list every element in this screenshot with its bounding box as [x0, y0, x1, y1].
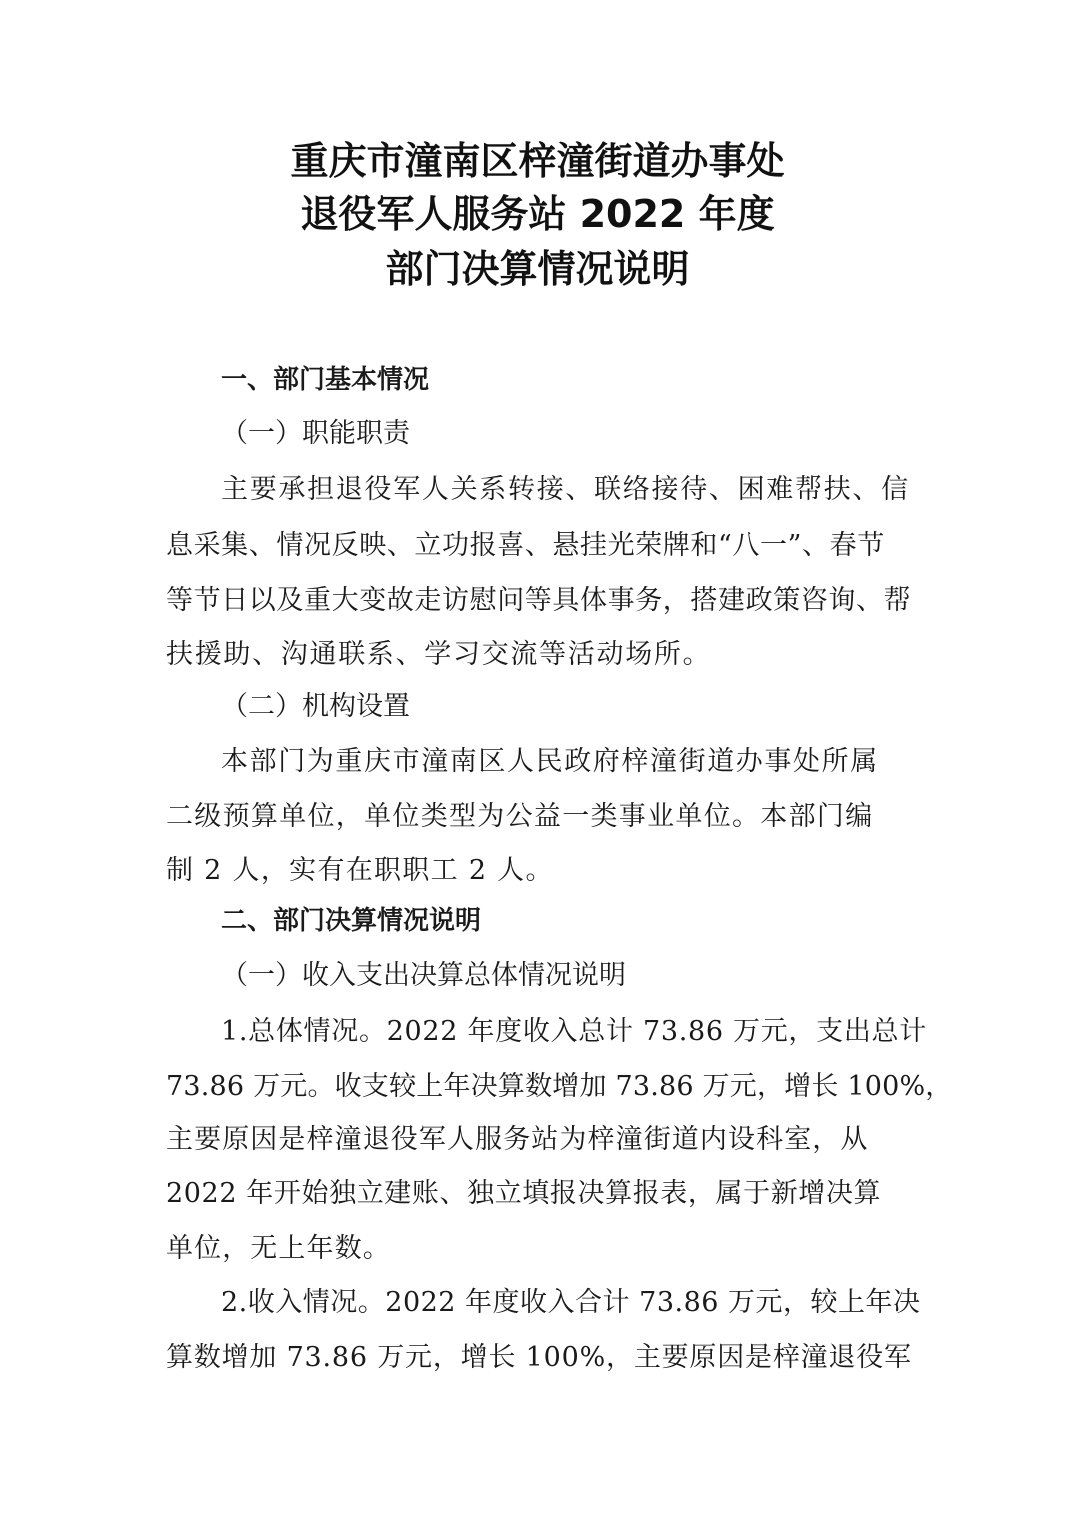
- paragraph-line: 主要原因是梓潼退役军人服务站为梓潼街道内设科室，从: [166, 1124, 869, 1155]
- title-line-1: 重庆市潼南区梓潼街道办事处: [290, 139, 785, 183]
- paragraph-line: 息采集、情况反映、立功报喜、悬挂光荣牌和“八一”、春节: [166, 530, 885, 561]
- paragraph-line: 2.收入情况。2022 年度收入合计 73.86 万元，较上年决: [221, 1287, 921, 1318]
- paragraph-line: 2022 年开始独立建账、独立填报决算报表，属于新增决算: [166, 1178, 882, 1209]
- paragraph-line: 主要承担退役军人关系转接、联络接待、困难帮扶、信: [221, 474, 910, 505]
- paragraph-line: 1.总体情况。2022 年度收入总计 73.86 万元，支出总计: [221, 1016, 927, 1047]
- paragraph-line: 等节日以及重大变故走访慰问等具体事务，搭建政策咨询、帮: [166, 585, 912, 616]
- paragraph-line: 扶援助、沟通联系、学习交流等活动场所。: [166, 639, 712, 670]
- paragraph-line: 单位，无上年数。: [166, 1233, 391, 1264]
- title-line-3: 部门决算情况说明: [385, 247, 690, 291]
- paragraph-line: 73.86 万元。收支较上年决算数增加 73.86 万元，增长 100%，: [166, 1071, 953, 1102]
- paragraph-line: 制 2 人，实有在职职工 2 人。: [166, 855, 554, 886]
- section-2-heading: 二、部门决算情况说明: [221, 906, 482, 936]
- paragraph-line: 二级预算单位，单位类型为公益一类事业单位。本部门编: [166, 801, 874, 832]
- title-line-2: 退役军人服务站 2022 年度: [300, 192, 775, 236]
- paragraph-line: 本部门为重庆市潼南区人民政府梓潼街道办事处所属: [221, 746, 879, 777]
- section-1-heading: 一、部门基本情况: [221, 365, 430, 395]
- paragraph-line: 算数增加 73.86 万元，增长 100%，主要原因是梓潼退役军: [166, 1342, 912, 1373]
- subsection-2-1-heading: （一）收入支出决算总体情况说明: [221, 960, 626, 991]
- subsection-1-2-heading: （二）机构设置: [221, 691, 410, 722]
- subsection-1-1-heading: （一）职能职责: [221, 418, 410, 449]
